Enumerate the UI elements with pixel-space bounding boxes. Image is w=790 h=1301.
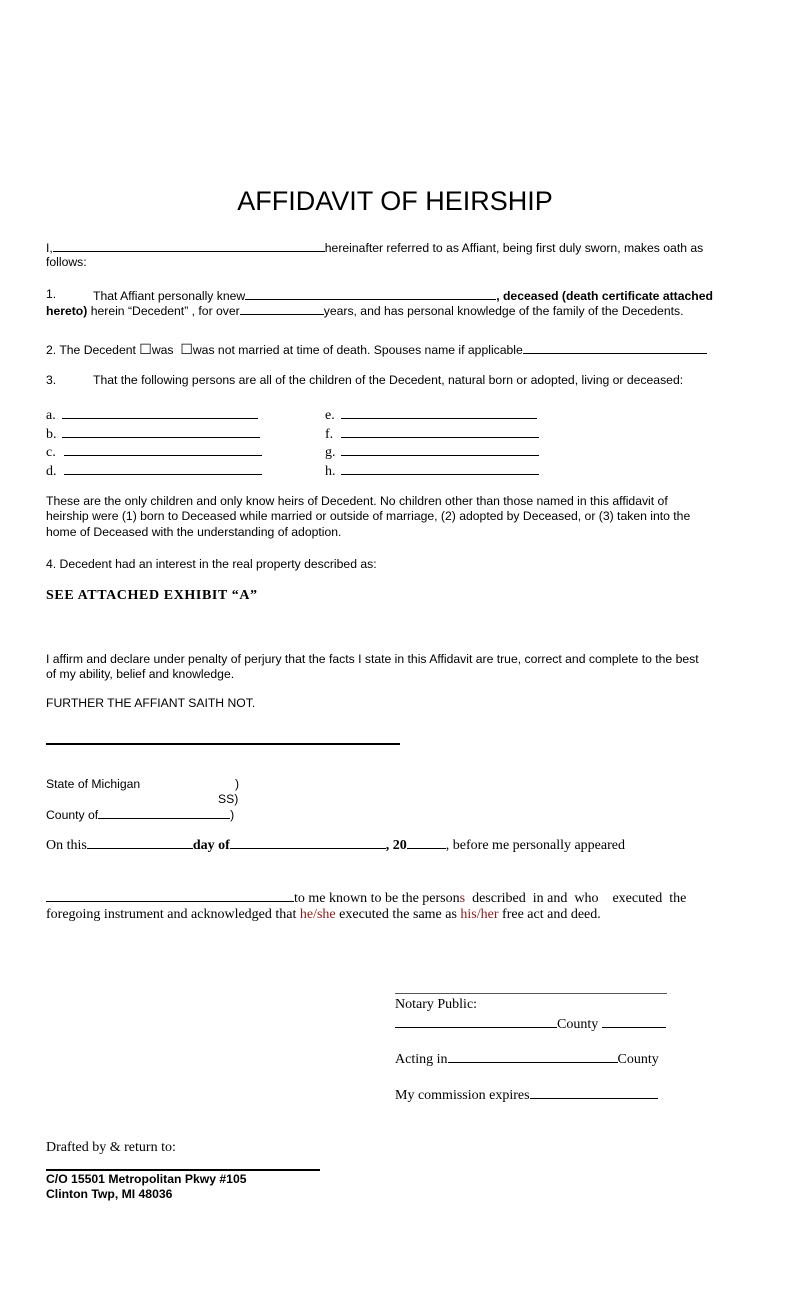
venue-state: State of Michigan: [46, 777, 141, 791]
acting-in-label: Acting in: [395, 1052, 448, 1067]
known-line-2: [46, 907, 601, 923]
commission-line: [395, 1086, 658, 1104]
p1-number: 1.: [46, 287, 57, 301]
drafted-address-2: Clinton Twp, MI 48036: [46, 1187, 173, 1201]
acting-in-line: [395, 1050, 659, 1068]
notary-county-label: County: [557, 1017, 599, 1032]
county-blank[interactable]: [98, 806, 230, 819]
day-of-text: day of: [192, 838, 230, 853]
exhibit-heading: SEE ATTACHED EXHIBIT “A”: [46, 588, 258, 603]
p1-line-2: [46, 302, 683, 318]
child-letter: c.: [46, 445, 56, 461]
child-blank[interactable]: [341, 425, 539, 438]
known-text-e: free act and deed.: [498, 907, 601, 922]
only-children-paragraph: [46, 494, 690, 540]
child-row-c: [46, 443, 262, 462]
child-blank[interactable]: [62, 406, 258, 419]
p3-number: 3.: [46, 373, 57, 387]
children-right-list: [325, 406, 539, 481]
commission-blank[interactable]: [530, 1086, 658, 1099]
he-she-text: he/she: [299, 907, 336, 922]
child-blank[interactable]: [341, 406, 537, 419]
acting-in-blank[interactable]: [448, 1050, 618, 1063]
p1-line-1: [93, 287, 713, 303]
drafted-line[interactable]: [46, 1169, 320, 1171]
child-letter: g.: [325, 445, 336, 461]
child-blank[interactable]: [341, 443, 539, 456]
child-letter: b.: [46, 426, 57, 442]
child-letter: e.: [325, 408, 335, 423]
was-checkbox[interactable]: ☐: [139, 341, 152, 357]
page-title: AFFIDAVIT OF HEIRSHIP: [237, 186, 553, 216]
p4-text: 4. Decedent had an interest in the real property described as:: [46, 557, 377, 571]
decedent-name-blank[interactable]: [245, 287, 496, 300]
venue-paren-2: ): [230, 808, 235, 822]
child-letter: h.: [325, 464, 336, 480]
affiant-signature-line[interactable]: [46, 743, 400, 745]
spouse-name-blank[interactable]: [523, 341, 707, 354]
known-text-a-red: s: [459, 891, 466, 906]
p3-text: That the following persons are all of the children of the Decedent, natural born or adopted, living or deceased:: [93, 373, 684, 387]
child-row-e: [325, 406, 539, 425]
p1-text-b: herein “Decedent” , for over: [87, 304, 240, 318]
venue-county: [46, 806, 234, 822]
was-not-label: was not married at time of death. Spouses name if applicable: [192, 343, 523, 357]
county-label: County of: [46, 808, 99, 822]
child-row-g: [325, 443, 539, 462]
child-row-h: [325, 462, 539, 481]
notary-label: Notary Public:: [395, 997, 478, 1012]
known-text-d: executed the same as: [335, 907, 461, 922]
commission-label: My commission expires: [395, 1088, 530, 1103]
p2-line: [46, 341, 707, 358]
appeared-text: , before me personally appeared: [445, 838, 625, 853]
affirm-line: of my ability, belief and knowledge.: [46, 666, 235, 681]
intro-prefix: I,: [46, 241, 53, 255]
notary-county-line: [395, 1015, 666, 1033]
known-text-b: described in and who executed the: [465, 891, 687, 906]
known-text-c: foregoing instrument and acknowledged that: [46, 907, 300, 922]
only-children-line: These are the only children and only know heirs of Decedent. No children other than those named in this affidavit of: [46, 494, 668, 508]
further-text: FURTHER THE AFFIANT SAITH NOT.: [46, 696, 256, 710]
intro-text: hereinafter referred to as Affiant, being first duly sworn, makes oath as: [324, 241, 704, 255]
p1-bold-a: , deceased (death certificate attached: [496, 289, 713, 303]
child-letter: a.: [46, 408, 56, 423]
was-label: was: [151, 343, 174, 357]
known-line-1: [46, 889, 686, 907]
child-blank[interactable]: [64, 462, 262, 475]
child-blank[interactable]: [64, 443, 262, 456]
child-letter: d.: [46, 464, 57, 480]
drafted-address-1: C/O 15501 Metropolitan Pkwy #105: [46, 1172, 247, 1186]
p2-text-a: 2. The Decedent: [46, 343, 140, 357]
p1-bold-b: hereto): [46, 304, 88, 318]
years-blank[interactable]: [240, 302, 324, 315]
affiant-name-blank[interactable]: [53, 239, 325, 252]
p1-text-c: years, and has personal knowledge of the family of the Decedents.: [323, 304, 684, 318]
notary-signature-line[interactable]: [395, 993, 667, 994]
child-blank[interactable]: [62, 425, 260, 438]
child-row-b: [46, 425, 262, 444]
child-row-a: [46, 406, 262, 425]
child-row-f: [325, 425, 539, 444]
intro-line-2: follows:: [46, 255, 87, 269]
was-not-checkbox[interactable]: ☐: [180, 341, 193, 357]
notary-county-blank[interactable]: [395, 1015, 557, 1028]
known-text-a: to me known to be the person: [294, 891, 460, 906]
venue-ss: SS): [218, 792, 239, 806]
venue-paren-1: ): [235, 777, 240, 791]
person-name-blank[interactable]: [46, 889, 294, 902]
child-row-d: [46, 462, 262, 481]
acting-county-label: County: [617, 1052, 659, 1067]
child-blank[interactable]: [341, 462, 539, 475]
only-children-line: home of Deceased with the understanding of adoption.: [46, 524, 342, 539]
affirm-line: I affirm and declare under penalty of perjury that the facts I state in this Affidavit are true, correct and complete to the best: [46, 652, 699, 666]
p1-text-a: That Affiant personally knew: [93, 289, 246, 303]
drafted-label: Drafted by & return to:: [46, 1140, 176, 1155]
year-prefix: , 20: [385, 838, 407, 853]
day-blank[interactable]: [87, 836, 193, 849]
notary-county-blank-2[interactable]: [602, 1015, 666, 1028]
month-blank[interactable]: [230, 836, 386, 849]
affirm-paragraph: [46, 652, 699, 681]
on-this-line: [46, 836, 625, 854]
child-letter: f.: [325, 426, 334, 442]
his-her-text: his/her: [460, 907, 499, 922]
children-left-list: [46, 406, 262, 481]
year-blank[interactable]: [407, 836, 446, 849]
intro-line-1: [46, 239, 703, 255]
on-this-text: On this: [46, 838, 87, 853]
only-children-line: heirship were (1) born to Deceased while married or outside of marriage, (2) adopted by Deceased, or (3) taken into the: [46, 509, 691, 524]
